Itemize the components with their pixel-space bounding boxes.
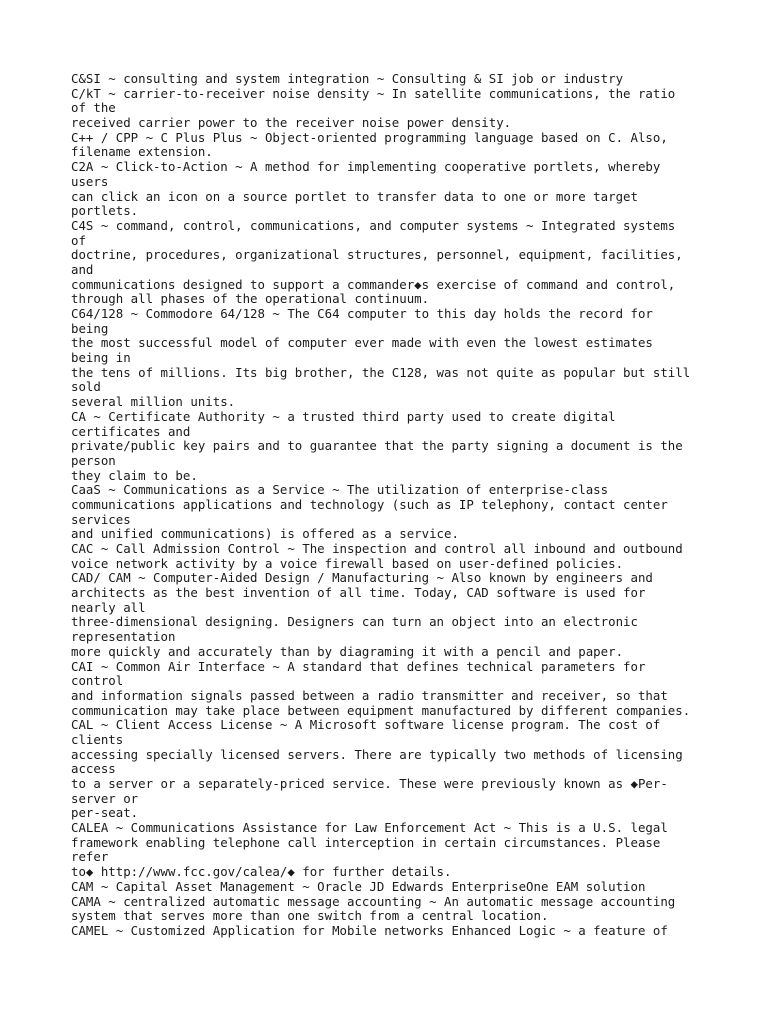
text-line: C&SI ~ consulting and system integration ~ Consulting & SI job or industry bbox=[71, 71, 624, 86]
text-line: of bbox=[71, 232, 86, 248]
text-line: refer bbox=[71, 849, 109, 865]
text-line: server or bbox=[71, 790, 139, 806]
text-line: per-seat. bbox=[71, 805, 139, 821]
text-line: accessing specially licensed servers. There are typically two methods of licensing bbox=[71, 746, 683, 762]
text-line: of the bbox=[71, 100, 116, 116]
text-line: and unified communications) is offered as a service. bbox=[71, 526, 459, 542]
text-line: system that serves more than one switch from a central location. bbox=[71, 908, 549, 924]
text-line: CAMA ~ centralized automatic message accounting ~ An automatic message accounting bbox=[71, 893, 676, 909]
text-line: C/kT ~ carrier-to-receiver noise density ~ In satellite communications, the ratio bbox=[71, 85, 676, 101]
text-line: communication may take place between equipment manufactured by different companies. bbox=[71, 702, 691, 718]
text-line: they claim to be. bbox=[71, 467, 198, 483]
text-line: doctrine, procedures, organizational structures, personnel, equipment, facilities, bbox=[71, 247, 683, 263]
text-line: can click an icon on a source portlet to transfer data to one or more target bbox=[71, 188, 638, 204]
text-line: through all phases of the operational continuum. bbox=[71, 291, 430, 307]
text-line: control bbox=[71, 673, 124, 689]
text-line: CAM ~ Capital Asset Management ~ Oracle JD Edwards EnterpriseOne EAM solution bbox=[71, 878, 646, 894]
text-line: framework enabling telephone call interception in certain circumstances. Please bbox=[71, 834, 661, 850]
text-line: communications designed to support a commander◆s exercise of command and control, bbox=[71, 276, 676, 292]
text-line: C2A ~ Click-to-Action ~ A method for implementing cooperative portlets, whereby bbox=[71, 159, 661, 175]
text-line: the most successful model of computer ever made with even the lowest estimates bbox=[71, 335, 653, 351]
document-body bbox=[71, 72, 731, 939]
text-line: several million units. bbox=[71, 394, 236, 410]
text-line: to◆ http://www.fcc.gov/calea/◆ for further details. bbox=[71, 864, 452, 880]
text-line: more quickly and accurately than by diagraming it with a pencil and paper. bbox=[71, 643, 624, 659]
text-line: and bbox=[71, 261, 94, 277]
text-line: portlets. bbox=[71, 203, 139, 219]
text-line: nearly all bbox=[71, 599, 146, 615]
text-line: private/public key pairs and to guarantee that the party signing a document is the bbox=[71, 438, 683, 454]
text-line: CAMEL ~ Customized Application for Mobile networks Enhanced Logic ~ a feature of bbox=[71, 922, 668, 938]
text-line: C4S ~ command, control, communications, and computer systems ~ Integrated systems bbox=[71, 217, 676, 233]
text-line: to a server or a separately-priced service. These were previously known as ◆Per- bbox=[71, 776, 668, 791]
text-line: architects as the best invention of all time. Today, CAD software is used for bbox=[71, 585, 646, 601]
text-line: CAI ~ Common Air Interface ~ A standard that defines technical parameters for bbox=[71, 658, 646, 674]
text-line: being in bbox=[71, 350, 131, 366]
text-line: CaaS ~ Communications as a Service ~ The utilization of enterprise-class bbox=[71, 482, 609, 498]
text-line: representation bbox=[71, 629, 176, 645]
text-line: C++ / CPP ~ C Plus Plus ~ Object-oriented programming language based on C. Also, bbox=[71, 129, 668, 145]
text-line: certificates and bbox=[71, 423, 191, 439]
text-line: access bbox=[71, 761, 116, 777]
text-line: C64/128 ~ Commodore 64/128 ~ The C64 computer to this day holds the record for bbox=[71, 306, 653, 321]
text-line: being bbox=[71, 320, 109, 336]
text-line: person bbox=[71, 452, 116, 468]
text-line: three-dimensional designing. Designers can turn an object into an electronic bbox=[71, 614, 638, 630]
text-line: CALEA ~ Communications Assistance for Law Enforcement Act ~ This is a U.S. legal bbox=[71, 820, 668, 836]
text-line: filename extension. bbox=[71, 144, 213, 160]
text-line: CAL ~ Client Access License ~ A Microsoft software license program. The cost of bbox=[71, 717, 661, 733]
text-line: voice network activity by a voice firewall based on user-defined policies. bbox=[71, 555, 624, 571]
text-line: communications applications and technology (such as IP telephony, contact center bbox=[71, 496, 668, 512]
text-line: CA ~ Certificate Authority ~ a trusted third party used to create digital bbox=[71, 408, 616, 424]
text-line: the tens of millions. Its big brother, the C128, was not quite as popular but still bbox=[71, 364, 691, 380]
text-line: and information signals passed between a radio transmitter and receiver, so that bbox=[71, 687, 668, 703]
text-line: received carrier power to the receiver noise power density. bbox=[71, 115, 512, 131]
text-line: CAD/ CAM ~ Computer-Aided Design / Manufacturing ~ Also known by engineers and bbox=[71, 570, 653, 586]
text-line: sold bbox=[71, 379, 101, 395]
text-line: clients bbox=[71, 731, 124, 747]
text-line: services bbox=[71, 511, 131, 527]
text-line: users bbox=[71, 173, 109, 189]
text-line: CAC ~ Call Admission Control ~ The inspection and control all inbound and outbound bbox=[71, 541, 683, 556]
